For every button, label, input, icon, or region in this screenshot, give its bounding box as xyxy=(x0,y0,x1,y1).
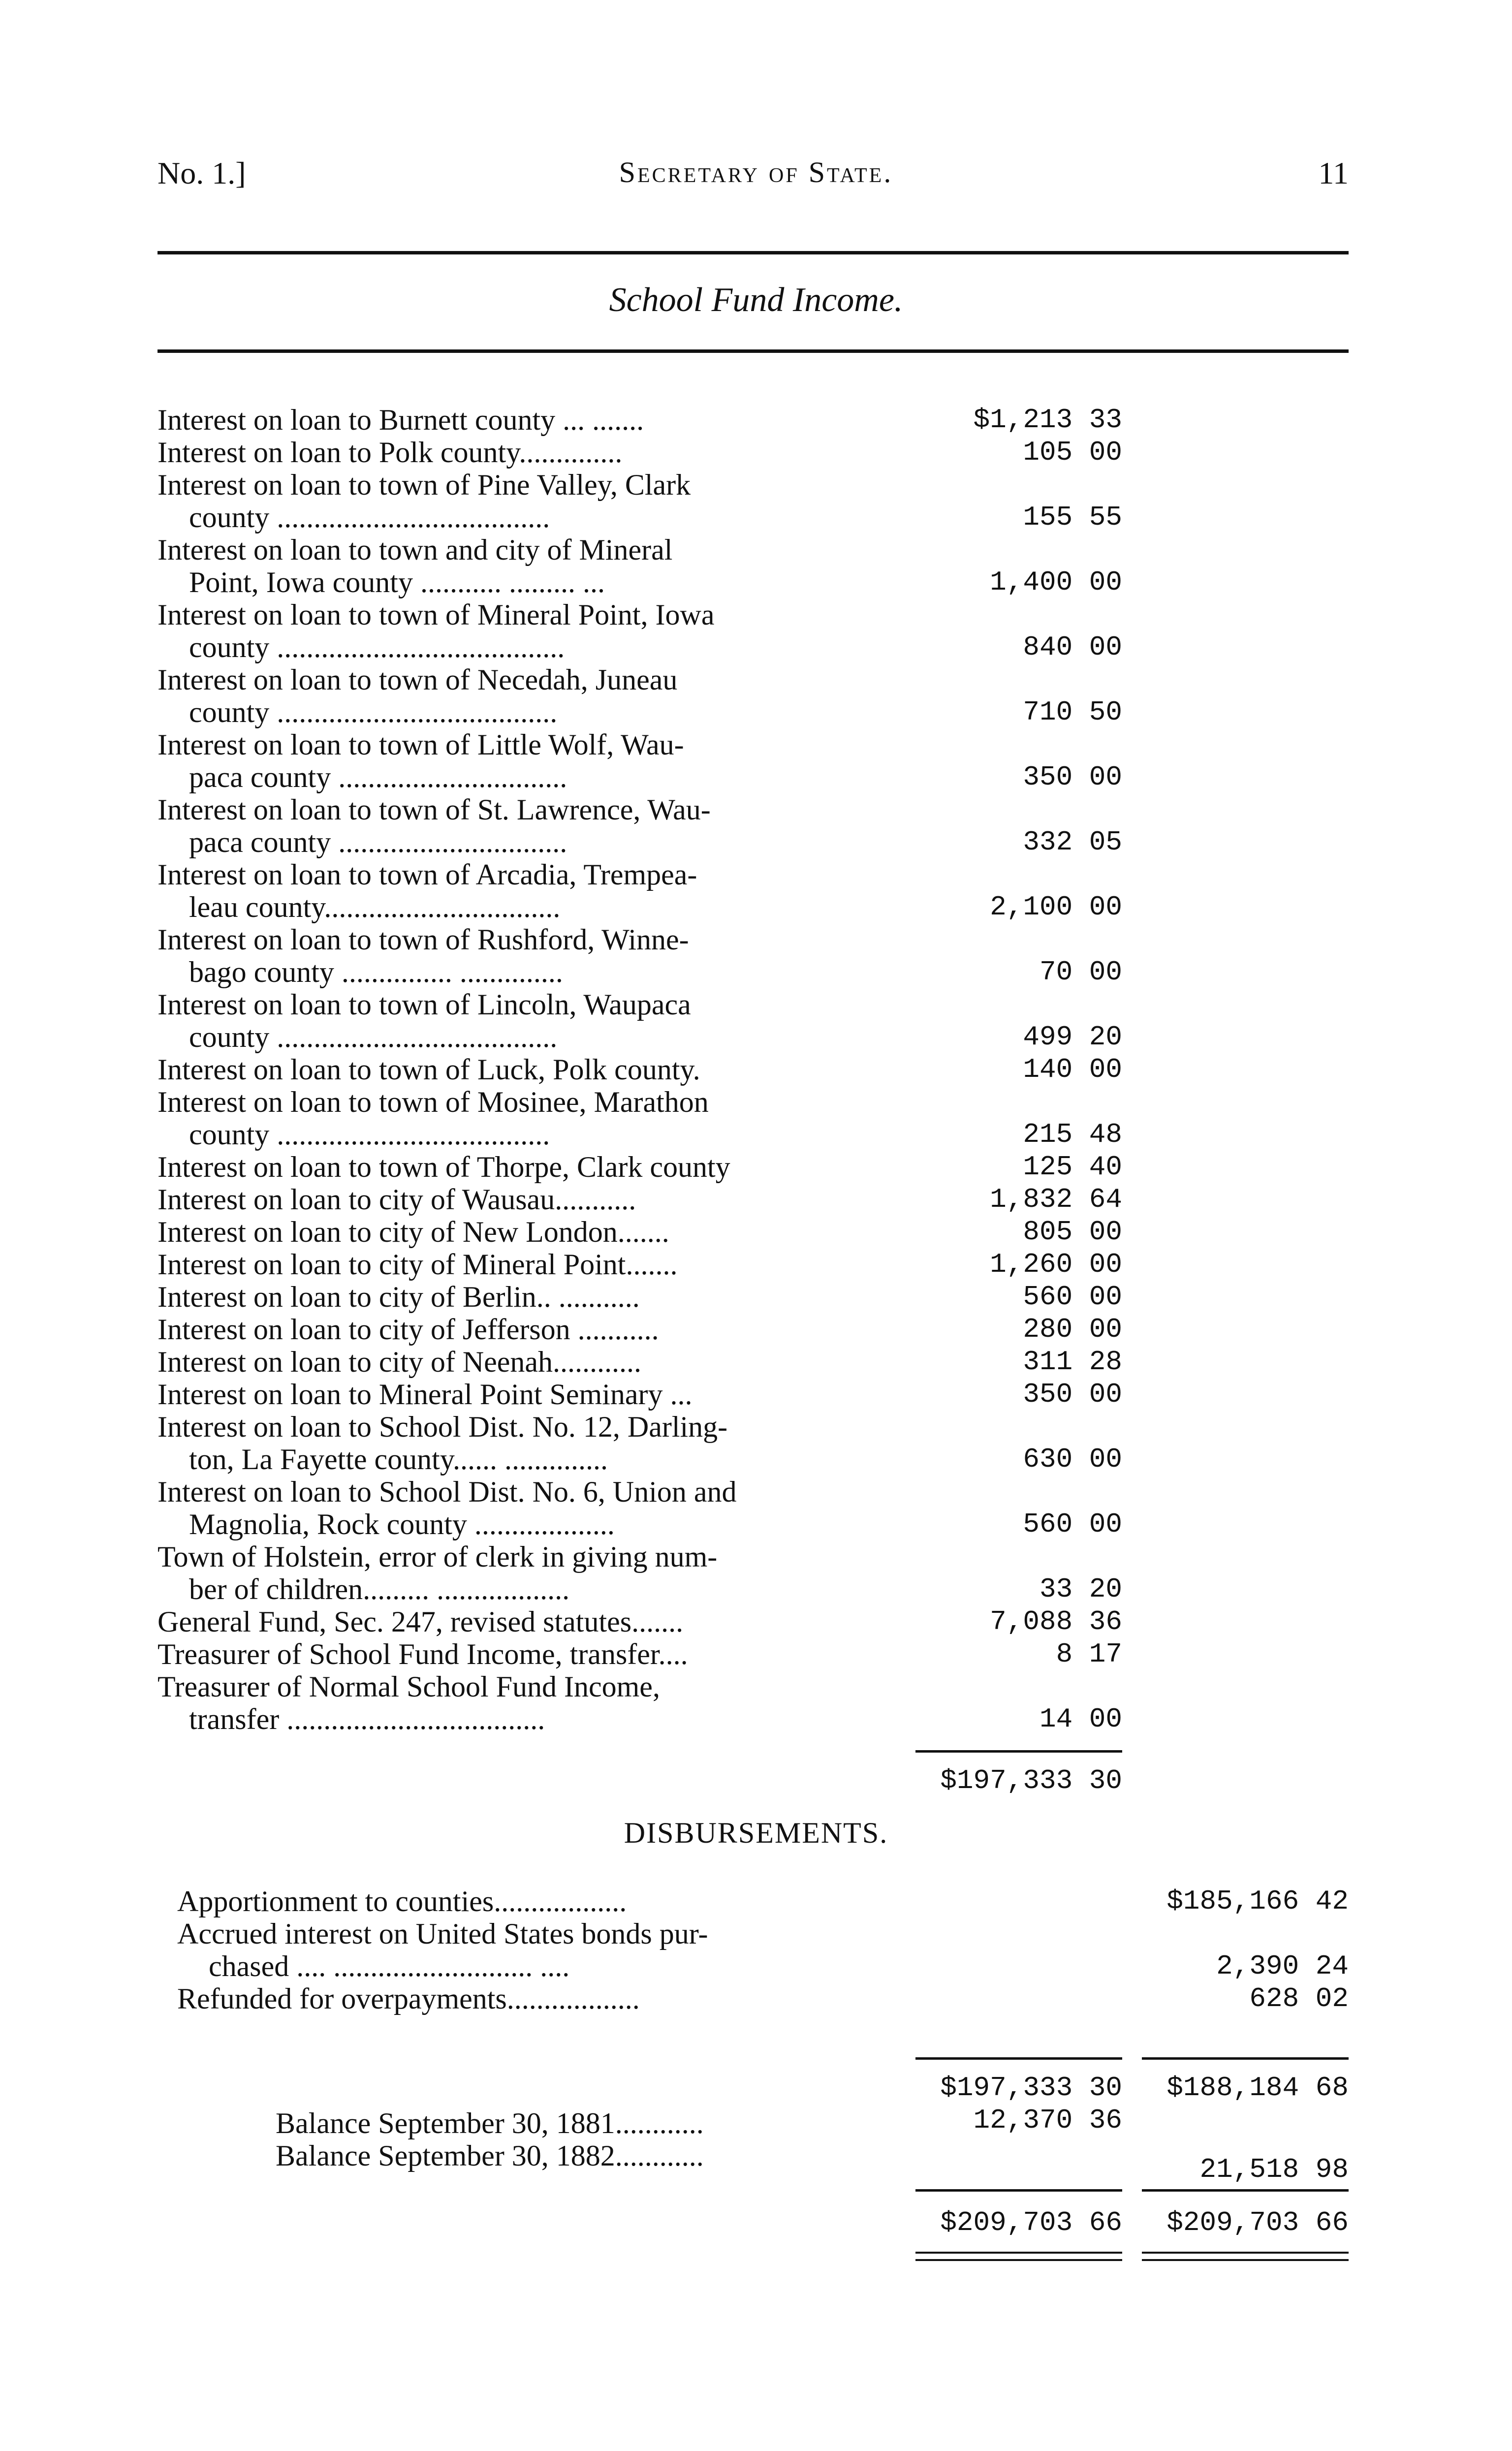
income-row-description xyxy=(158,1346,896,1378)
disbursement-row-line: Apportionment to counties.................. xyxy=(177,1885,627,1917)
income-row-description xyxy=(158,1378,896,1411)
income-row-line: Interest on loan to Burnett county ... ....... xyxy=(158,404,644,436)
income-row-description xyxy=(158,1281,896,1313)
income-row-amount: 7,088 36 xyxy=(990,1606,1122,1637)
income-row xyxy=(158,663,1358,728)
disbursement-row-amount: 2,390 24 xyxy=(1216,1950,1349,1982)
income-row-description xyxy=(158,404,896,436)
income-row xyxy=(158,1248,1358,1281)
income-row-amount: 350 00 xyxy=(1023,1379,1122,1410)
disbursements-heading: DISBURSEMENTS. xyxy=(624,1817,888,1849)
income-row-amount: 155 55 xyxy=(1023,502,1122,533)
income-row-description xyxy=(158,1086,896,1151)
income-row-description xyxy=(158,436,896,469)
income-row-amount: 1,400 00 xyxy=(990,566,1122,598)
income-row-line: ber of children......... .................. xyxy=(189,1573,570,1605)
subtotal-receipts: $197,333 30 xyxy=(940,2072,1122,2104)
income-row-description xyxy=(158,598,896,663)
disbursements-table xyxy=(177,1885,1349,2015)
income-row-line: Interest on loan to town of Thorpe, Clark county xyxy=(158,1151,730,1183)
income-row-amount: 125 40 xyxy=(1023,1151,1122,1183)
income-row-amount: 1,832 64 xyxy=(990,1184,1122,1215)
income-row-line: county ....................................... xyxy=(189,631,565,663)
header-rule-top xyxy=(158,251,1349,254)
income-row-line: Interest on loan to School Dist. No. 12, Darling- xyxy=(158,1411,728,1443)
disbursement-row-line: Refunded for overpayments.................. xyxy=(177,1982,640,2015)
income-row-line: Interest on loan to town of Little Wolf, Wau- xyxy=(158,728,684,761)
income-row-line: Magnolia, Rock county ................... xyxy=(189,1508,615,1540)
income-table xyxy=(158,404,1358,1735)
income-row-description xyxy=(158,923,896,988)
income-row-amount: 710 50 xyxy=(1023,696,1122,728)
income-row xyxy=(158,598,1358,663)
balance-1882-label: Balance September 30, 1882............ xyxy=(276,2139,704,2172)
income-row-amount: 350 00 xyxy=(1023,761,1122,793)
income-row xyxy=(158,1281,1358,1313)
income-row-line: transfer ................................... xyxy=(189,1703,545,1735)
income-row-line: Interest on loan to city of Wausau........... xyxy=(158,1183,636,1216)
income-row-description xyxy=(158,858,896,923)
income-row-line: Interest on loan to School Dist. No. 6, Union and xyxy=(158,1476,737,1508)
subtotal-rule-receipts xyxy=(915,2057,1122,2060)
income-row-line: county ..................................... xyxy=(189,1118,550,1151)
income-row xyxy=(158,1378,1358,1411)
document-number: No. 1.] xyxy=(158,156,246,190)
income-row-amount: 280 00 xyxy=(1023,1314,1122,1345)
income-row xyxy=(158,404,1358,436)
grand-total-receipts: $209,703 66 xyxy=(940,2207,1122,2238)
income-row xyxy=(158,1151,1358,1183)
income-row-line: Interest on loan to town of Necedah, Juneau xyxy=(158,663,678,696)
income-row xyxy=(158,1540,1358,1605)
disbursement-row-amount: $185,166 42 xyxy=(1166,1885,1349,1917)
double-rule-receipts-2 xyxy=(915,2259,1122,2261)
income-row-amount: 311 28 xyxy=(1023,1346,1122,1378)
income-row-line: Interest on loan to town of Pine Valley, Clark xyxy=(158,469,691,501)
income-row-description xyxy=(158,1605,896,1638)
total-rule-receipts xyxy=(915,2189,1122,2192)
income-row xyxy=(158,728,1358,793)
income-row-line: Interest on loan to Mineral Point Seminary ... xyxy=(158,1378,693,1411)
income-row-amount: 630 00 xyxy=(1023,1444,1122,1475)
income-row xyxy=(158,923,1358,988)
income-row-line: Interest on loan to city of New London....... xyxy=(158,1216,669,1248)
double-rule-disbursements-2 xyxy=(1142,2259,1349,2261)
income-row xyxy=(158,436,1358,469)
income-row-line: Interest on loan to town of St. Lawrence, Wau- xyxy=(158,793,711,826)
income-row-amount: 560 00 xyxy=(1023,1508,1122,1540)
double-rule-receipts-1 xyxy=(915,2252,1122,2254)
income-row xyxy=(158,534,1358,598)
double-rule-disbursements-1 xyxy=(1142,2252,1349,2254)
income-row xyxy=(158,858,1358,923)
income-row-description xyxy=(158,728,896,793)
income-row-description xyxy=(158,793,896,858)
income-row-description xyxy=(158,1476,896,1540)
income-row xyxy=(158,793,1358,858)
income-row xyxy=(158,1086,1358,1151)
income-row-amount: 840 00 xyxy=(1023,631,1122,663)
income-row-description xyxy=(158,1151,896,1183)
income-row-description xyxy=(158,1248,896,1281)
disbursement-row xyxy=(177,1885,1349,1917)
income-row-amount: 332 05 xyxy=(1023,826,1122,858)
income-row xyxy=(158,1216,1358,1248)
income-row-description xyxy=(158,1411,896,1476)
income-row-description xyxy=(158,1053,896,1086)
income-row-line: Treasurer of Normal School Fund Income, xyxy=(158,1670,660,1703)
balance-1882-amount: 21,518 98 xyxy=(1199,2154,1349,2185)
income-row-line: Town of Holstein, error of clerk in giving num- xyxy=(158,1540,718,1573)
income-row-line: General Fund, Sec. 247, revised statutes....... xyxy=(158,1605,684,1638)
balance-1881-label: Balance September 30, 1881............ xyxy=(276,2107,704,2139)
header-rule-bottom xyxy=(158,349,1349,353)
running-header: Secretary of State. xyxy=(619,156,893,189)
income-row-line: Interest on loan to Polk county.............. xyxy=(158,436,623,469)
income-row-line: county ...................................... xyxy=(189,1021,558,1053)
balance-1881-amount: 12,370 36 xyxy=(973,2105,1122,2136)
income-row xyxy=(158,988,1358,1053)
income-row-line: ton, La Fayette county...... .............. xyxy=(189,1443,608,1476)
income-row-amount: 560 00 xyxy=(1023,1281,1122,1313)
income-row-line: paca county ............................... xyxy=(189,826,567,858)
income-sum-rule xyxy=(915,1750,1122,1753)
income-row-line: Point, Iowa county ........... ......... ... xyxy=(189,566,605,598)
disbursement-row xyxy=(177,1917,1349,1982)
income-row-description xyxy=(158,1638,896,1670)
income-row-amount: 2,100 00 xyxy=(990,891,1122,923)
section-title: School Fund Income. xyxy=(609,281,903,319)
income-row-line: county ..................................... xyxy=(189,501,550,534)
income-row-description xyxy=(158,534,896,598)
income-row-amount: 140 00 xyxy=(1023,1054,1122,1085)
income-row-line: Interest on loan to town and city of Mineral xyxy=(158,534,673,566)
disbursement-row-description xyxy=(177,1982,915,2015)
income-total: $197,333 30 xyxy=(940,1765,1122,1796)
income-row xyxy=(158,1183,1358,1216)
income-row xyxy=(158,1476,1358,1540)
income-row xyxy=(158,1411,1358,1476)
income-row-amount: 70 00 xyxy=(1039,956,1122,988)
income-row-amount: 8 17 xyxy=(1056,1638,1122,1670)
income-row xyxy=(158,1638,1358,1670)
income-row xyxy=(158,1605,1358,1638)
income-row-line: Treasurer of School Fund Income, transfer.... xyxy=(158,1638,688,1670)
income-row-amount: $1,213 33 xyxy=(973,404,1122,436)
disbursement-row-amount: 628 02 xyxy=(1249,1983,1349,2014)
income-row xyxy=(158,1313,1358,1346)
income-row-line: paca county ............................... xyxy=(189,761,567,793)
subtotal-rule-disbursements xyxy=(1142,2057,1349,2060)
income-row-description xyxy=(158,1313,896,1346)
total-rule-disbursements xyxy=(1142,2189,1349,2192)
income-row-description xyxy=(158,469,896,534)
income-row xyxy=(158,469,1358,534)
subtotal-disbursements: $188,184 68 xyxy=(1166,2072,1349,2104)
income-row-description xyxy=(158,663,896,728)
income-row-line: Interest on loan to city of Mineral Point....... xyxy=(158,1248,678,1281)
grand-total-disbursements: $209,703 66 xyxy=(1166,2207,1349,2238)
income-row-description xyxy=(158,1183,896,1216)
income-row-line: Interest on loan to city of Jefferson ........... xyxy=(158,1313,659,1346)
disbursement-row-line: Accrued interest on United States bonds pur- xyxy=(177,1917,708,1950)
disbursement-row-description xyxy=(177,1917,915,1982)
income-row-description xyxy=(158,1670,896,1735)
income-row-line: bago county ............... .............. xyxy=(189,956,563,988)
disbursement-row-description xyxy=(177,1885,915,1917)
income-row-amount: 805 00 xyxy=(1023,1216,1122,1248)
income-row-line: Interest on loan to town of Luck, Polk county. xyxy=(158,1053,700,1086)
income-row-line: Interest on loan to city of Berlin.. ........... xyxy=(158,1281,640,1313)
income-row-line: Interest on loan to town of Lincoln, Waupaca xyxy=(158,988,691,1021)
income-row-line: leau county................................ xyxy=(189,891,561,923)
disbursement-row xyxy=(177,1982,1349,2015)
income-row xyxy=(158,1053,1358,1086)
income-row-amount: 105 00 xyxy=(1023,437,1122,468)
income-row xyxy=(158,1346,1358,1378)
income-row-line: Interest on loan to town of Mosinee, Marathon xyxy=(158,1086,709,1118)
income-row-amount: 33 20 xyxy=(1039,1573,1122,1605)
income-row-amount: 14 00 xyxy=(1039,1703,1122,1735)
income-row-description xyxy=(158,1540,896,1605)
income-row-line: Interest on loan to town of Mineral Point, Iowa xyxy=(158,598,715,631)
disbursement-row-line: chased .... ........................... .... xyxy=(209,1950,570,1982)
income-row-amount: 215 48 xyxy=(1023,1119,1122,1150)
income-row-line: county ...................................... xyxy=(189,696,558,728)
income-row-description xyxy=(158,1216,896,1248)
income-row-amount: 499 20 xyxy=(1023,1021,1122,1053)
income-row-amount: 1,260 00 xyxy=(990,1249,1122,1280)
page-number: 11 xyxy=(1318,156,1349,190)
income-row-description xyxy=(158,988,896,1053)
income-row-line: Interest on loan to city of Neenah............ xyxy=(158,1346,642,1378)
income-row-line: Interest on loan to town of Arcadia, Trempea- xyxy=(158,858,697,891)
income-row-line: Interest on loan to town of Rushford, Winne- xyxy=(158,923,689,956)
income-row xyxy=(158,1670,1358,1735)
